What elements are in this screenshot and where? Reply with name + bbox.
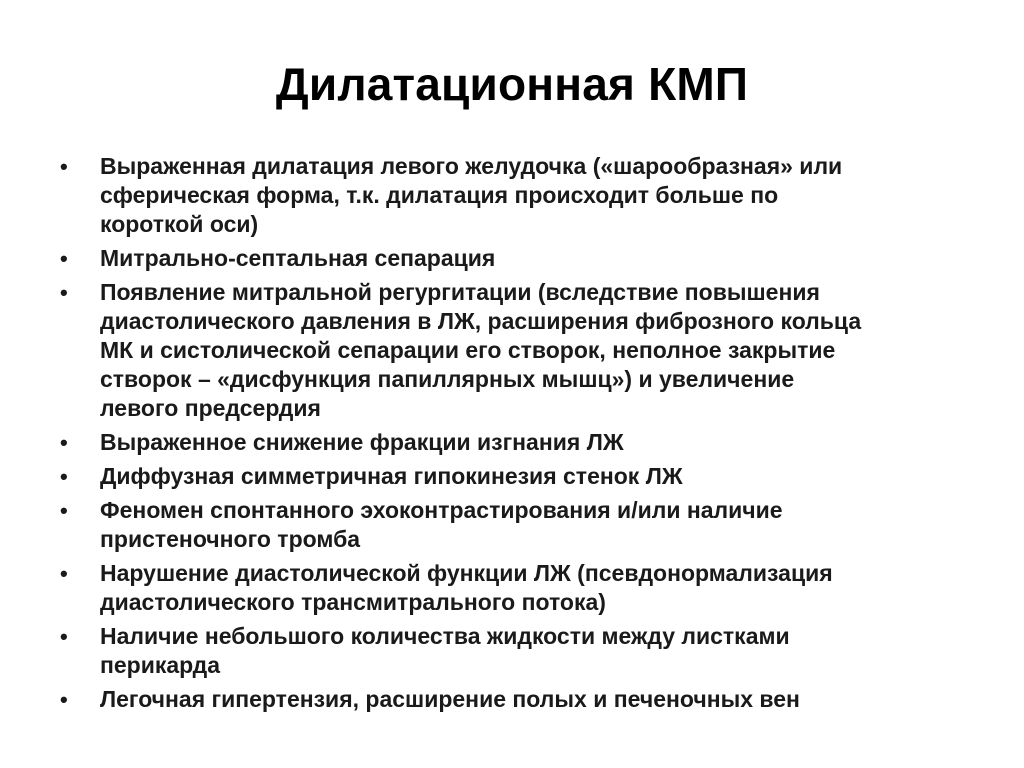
bullet-text-line: Выраженное снижение фракции изгнания ЛЖ [100, 429, 624, 455]
bullet-item [60, 462, 960, 491]
bullet-dot: • [60, 246, 68, 271]
bullet-item [60, 622, 960, 680]
bullet-text-line: диастолического трансмитрального потока) [100, 589, 606, 615]
bullet-text-line: Митрально-септальная сепарация [100, 245, 496, 271]
slide-title: Дилатационная КМП [275, 58, 749, 110]
bullet-text-line: короткой оси) [100, 211, 259, 237]
bullet-dot: • [60, 280, 68, 305]
bullet-text-line: МК и систолической сепарации его створок, неполное закрытие [100, 337, 836, 363]
bullet-item [60, 278, 960, 423]
bullet-dot: • [60, 624, 68, 649]
bullet-item [60, 152, 960, 239]
bullet-item [60, 428, 960, 457]
bullet-item [60, 685, 960, 714]
bullet-text-line: диастолического давления в ЛЖ, расширения фиброзного кольца [100, 308, 862, 334]
bullet-text-line: Феномен спонтанного эхоконтрастирования и/или наличие [100, 497, 783, 523]
bullet-text-line: Легочная гипертензия, расширение полых и печеночных вен [100, 686, 800, 712]
bullet-text-line: Нарушение диастолической функции ЛЖ (псевдонормализация [100, 560, 833, 586]
bullet-text-line: перикарда [100, 652, 221, 678]
bullet-text-line: Диффузная симметричная гипокинезия стенок ЛЖ [100, 463, 683, 489]
bullet-item [60, 496, 960, 554]
bullet-item [60, 244, 960, 273]
bullet-dot: • [60, 464, 68, 489]
bullet-dot: • [60, 561, 68, 586]
bullet-dot: • [60, 498, 68, 523]
bullet-text-line: левого предсердия [100, 395, 321, 421]
bullet-text-line: Наличие небольшого количества жидкости между листками [100, 623, 790, 649]
bullet-text-line: Появление митральной регургитации (вследствие повышения [100, 279, 820, 305]
bullet-text-line: пристеночного тромба [100, 526, 361, 552]
bullet-text-line: сферическая форма, т.к. дилатация происходит больше по [100, 182, 779, 208]
bullet-item [60, 559, 960, 617]
bullet-text-line: Выраженная дилатация левого желудочка («шарообразная» или [100, 153, 843, 179]
bullet-dot: • [60, 430, 68, 455]
bullet-dot: • [60, 154, 68, 179]
bullet-list [60, 152, 960, 719]
bullet-dot: • [60, 687, 68, 712]
bullet-text-line: створок – «дисфункция папиллярных мышц») и увеличение [100, 366, 795, 392]
